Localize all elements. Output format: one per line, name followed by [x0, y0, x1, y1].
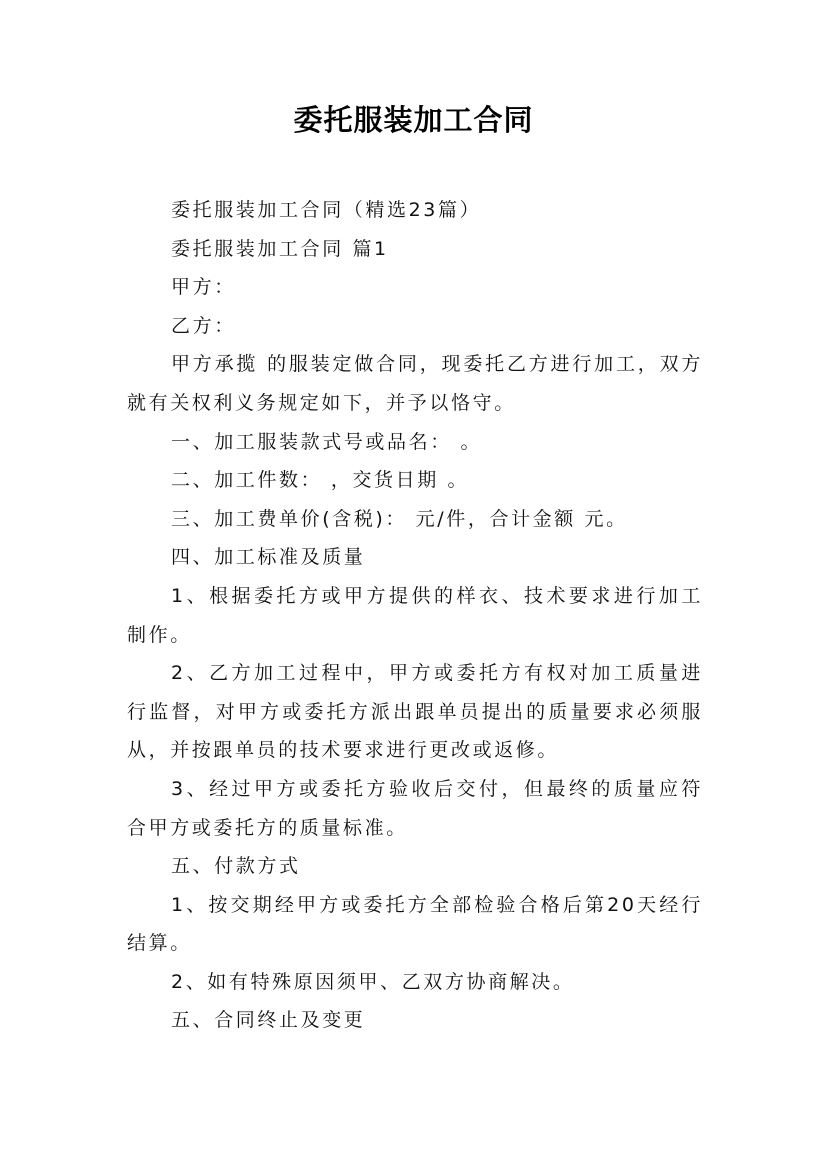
- paragraph-clause-5: 五、付款方式: [171, 855, 301, 878]
- paragraph-clause-4-3: 3、经过甲方或委托方验收后交付，但最终的质量应符合甲方或委托方的质量标准。: [127, 777, 703, 839]
- paragraph-clause-1: 一、加工服装款式号或品名： 。: [171, 430, 483, 453]
- paragraph-intro: 甲方承揽 的服装定做合同，现委托乙方进行加工，双方就有关权利义务规定如下，并予以恪守。: [127, 353, 703, 414]
- paragraph-clause-4-1: 1、根据委托方或甲方提供的样衣、技术要求进行加工制作。: [127, 584, 703, 646]
- document-title: 委托服装加工合同: [293, 103, 534, 137]
- paragraph-party-a: 甲方：: [171, 276, 236, 299]
- paragraph-clause-3: 三、加工费单价(含税)： 元/件，合计金额 元。: [171, 507, 628, 530]
- paragraph-clause-5-2: 2、如有特殊原因须甲、乙双方协商解决。: [171, 970, 575, 993]
- paragraph-clause-4: 四、加工标准及质量: [171, 546, 366, 569]
- paragraph-clause-4-2: 2、乙方加工过程中，甲方或委托方有权对加工质量进行监督，对甲方或委托方派出跟单员提出的质量要求必须服从，并按跟单员的技术要求进行更改或返修。: [127, 662, 703, 762]
- paragraph-clause-6: 五、合同终止及变更: [171, 1009, 366, 1032]
- document-body: [127, 191, 703, 1040]
- paragraph-party-b: 乙方：: [171, 314, 236, 337]
- paragraph-heading-part: 委托服装加工合同 篇1: [171, 237, 389, 260]
- paragraph-clause-5-1: 1、按交期经甲方或委托方全部检验合格后第20天经行结算。: [127, 893, 703, 955]
- paragraph-clause-2: 二、加工件数： ，交货日期 。: [171, 469, 470, 492]
- paragraph-heading-main: 委托服装加工合同（精选23篇）: [171, 199, 482, 221]
